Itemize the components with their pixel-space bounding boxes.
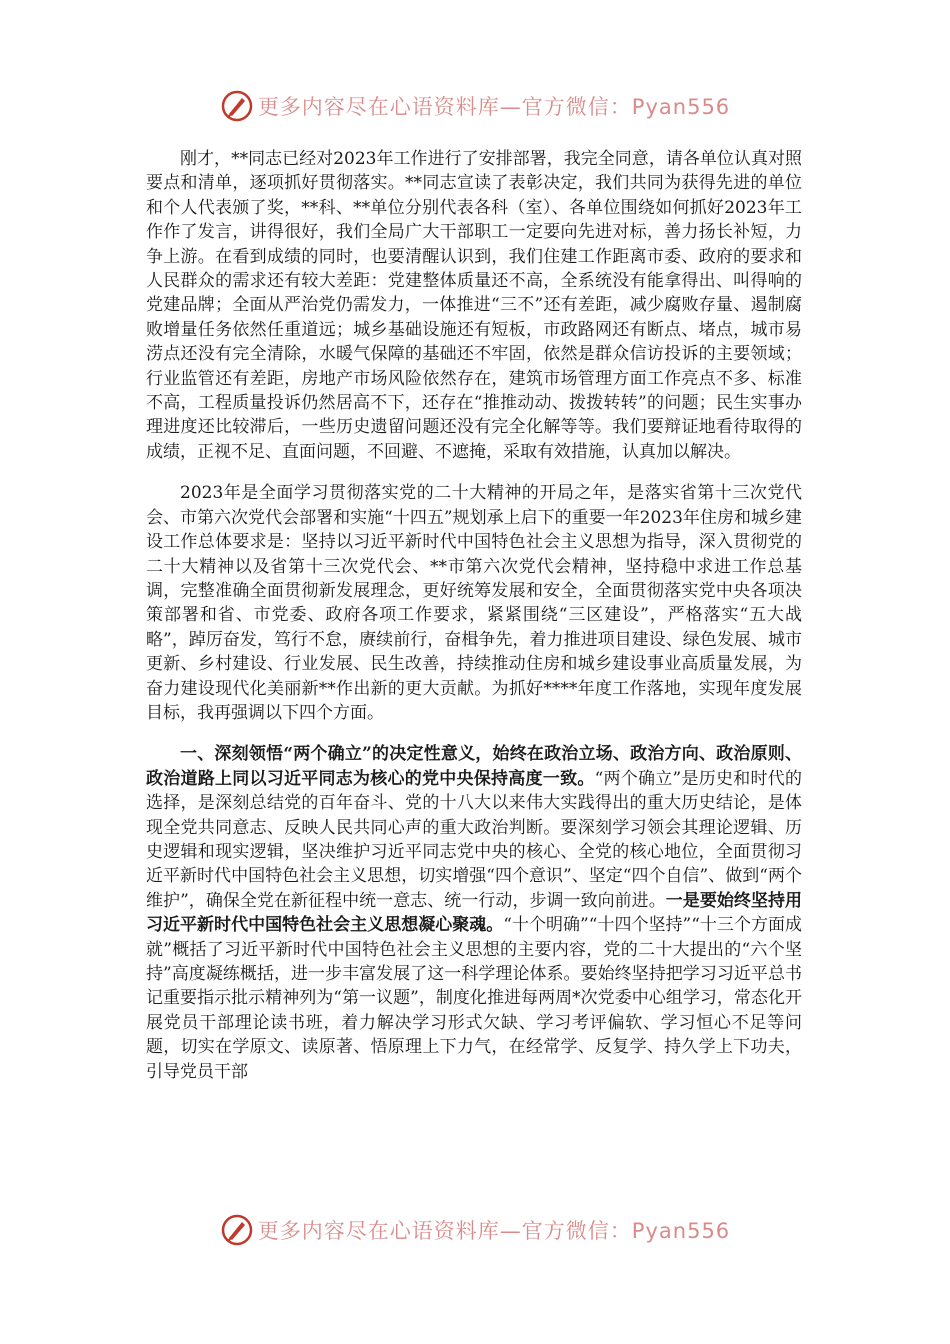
paragraph-1: 刚才，**同志已经对2023年工作进行了安排部署，我完全同意，请各单位认真对照要点和清单，逐项抓好贯彻落实。**同志宣读了表彰决定，我们共同为获得先进的单位和个人代表颁了奖，**科、**单位分别代表各科（室）、各单位围绕如何抓好2023年工作作了发言，讲得很好，我们全局广大干部职工一定要向先进对标，善力扬长补短，力争上游。在看到成绩的同时，也要清醒认识到，我们住建工作距离市委、政府的要求和人民群众的需求还有较大差距：党建整体质量还不高，全系统没有能拿得出、叫得响的党建品牌；全面从严治党仍需发力，一体推进“三不”还有差距，减少腐败存量、遏制腐败增量任务依然任重道远；城乡基础设施还有短板，市政路网还有断点、堵点，城市易涝点还没有完全清除，水暖气保障的基础还不牢固，依然是群众信访投诉的主要领域；行业监管还有差距，房地产市场风险依然存在，建筑市场管理方面工作亮点不多、标准不高，工程质量投诉仍然居高不下，还存在“推推动动、拨拨转转”的问题；民生实事办理进度还比较滞后，一些历史遗留问题还没有完全化解等等。我们要辩证地看待取得的成绩，正视不足、直面问题，不回避、不遮掩，采取有效措施，认真加以解决。 [146,149,802,462]
brush-logo-icon [220,1213,254,1247]
paragraph-2: 2023年是全面学习贯彻落实党的二十大精神的开局之年，是落实省第十三次党代会、市第六次党代会部署和实施“十四五”规划承上启下的重要一年2023年住房和城乡建设工作总体要求是：坚持以习近平新时代中国特色社会主义思想为指导，深入贯彻党的二十大精神以及省第十三次党代会、**市第六次党代会精神，坚持稳中求进工作总基调，完整准确全面贯彻新发展理念，更好统筹发展和安全，全面贯彻落实党中央各项决策部署和省、市党委、政府各项工作要求，紧紧围绕“三区建设”，严格落实“五大战略”，踔厉奋发，笃行不怠，赓续前行，奋楫争先，着力推进项目建设、绿色发展、城市更新、乡村建设、行业发展、民生改善，持续推动住房和城乡建设事业高质量发展，为奋力建设现代化美丽新**作出新的更大贡献。为抓好****年度工作落地，实现年度发展目标，我再强调以下四个方面。 [146,483,802,723]
banner-text: 更多内容尽在心语资料库—官方微信：Pyan556 [257,95,731,119]
section-heading-1: 一、深刻领悟“两个确立”的决定性意义，始终在政治立场、政治方向、政治原则、政治道路上同以习近平同志为核心的党中央保持高度一致。 [146,744,802,789]
document-body [146,147,802,1101]
paragraph-3 [146,742,802,1084]
footer-banner [0,1210,950,1250]
subheading-1: 一是要始终坚持用习近平新时代中国特色社会主义思想凝心聚魂。 [146,890,802,936]
paragraph-3-text-2: “十个明确”“十四个坚持”“十三个方面成就”概括了习近平新时代中国特色社会主义思想的主要内容，党的二十大提出的“六个坚持”高度凝练概括，进一步丰富发展了这一科学理论体系。要始终坚持把学习习近平总书记重要指示批示精神列为“第一议题”，制度化推进每两周*次党委中心组学习，常态化开展党员干部理论读书班，着力解决学习形式欠缺、学习考评偏软、学习恒心不足等问题，切实在学原文、读原著、悟原理上下力气，在经常学、反复学、持久学上下功夫，引导党员干部 [146,915,802,1082]
header-banner [0,86,950,126]
paragraph-3-text-1: “两个确立”是历史和时代的选择，是深刻总结党的百年奋斗、党的十八大以来伟大实践得出的重大历史结论，是体现全党共同意志、反映人民共同心声的重大政治判断。要深刻学习领会其理论逻辑、历史逻辑和现实逻辑，坚决维护习近平同志党中央的核心、全党的核心地位，全面贯彻习近平新时代中国特色社会主义思想，切实增强“四个意识”、坚定“四个自信”、做到“两个维护”，确保全党在新征程中统一意志、统一行动，步调一致向前进。 [146,768,802,911]
brush-logo-icon [220,89,254,123]
banner-text: 更多内容尽在心语资料库—官方微信：Pyan556 [257,1219,731,1243]
